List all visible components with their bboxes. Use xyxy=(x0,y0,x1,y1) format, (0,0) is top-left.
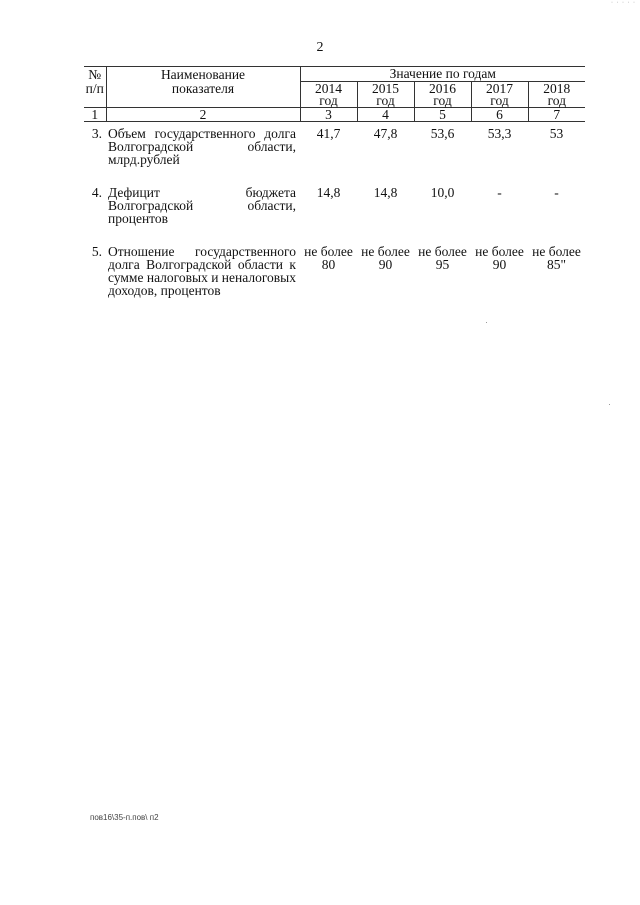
column-number: 7 xyxy=(528,108,585,122)
page-number: 2 xyxy=(316,40,324,55)
header-name-bottom: показателя xyxy=(171,81,235,96)
footer-document-code: пов16\35-п.пов\ п2 xyxy=(90,813,159,822)
header-year-value: 2017 xyxy=(486,81,513,96)
column-number: 6 xyxy=(471,108,528,122)
column-number: 1 xyxy=(84,108,106,122)
row-value-2017: - xyxy=(497,185,502,200)
scan-speck xyxy=(609,404,610,405)
row-value-2014: не более 80 xyxy=(304,244,353,272)
table-header-row-top xyxy=(84,67,585,82)
row-value-2015: 14,8 xyxy=(373,185,398,200)
indicators-table xyxy=(84,66,585,297)
scan-artifact-mark: · · · · · xyxy=(611,0,636,6)
table-row xyxy=(84,122,585,167)
scan-speck xyxy=(486,322,487,323)
row-value-2014: 14,8 xyxy=(316,185,341,200)
row-number: 3. xyxy=(91,126,102,141)
row-value-2016: не более 95 xyxy=(418,244,467,272)
header-year-unit: год xyxy=(547,93,566,108)
table-row xyxy=(84,225,585,297)
column-number: 3 xyxy=(300,108,357,122)
row-value-2017: не более 90 xyxy=(475,244,524,272)
row-value-2015: 47,8 xyxy=(373,126,398,141)
header-name-top: Наименование xyxy=(160,67,246,82)
header-year-2018 xyxy=(528,82,585,108)
row-value-2017: 53,3 xyxy=(487,126,512,141)
header-year-unit: год xyxy=(376,93,395,108)
header-year-value: 2018 xyxy=(543,81,571,96)
column-number: 5 xyxy=(414,108,471,122)
row-number: 5. xyxy=(91,244,102,259)
column-numbers-row xyxy=(84,108,585,122)
row-indicator-name: Отношение государственного долга Волгоградской области к сумме налоговых и неналоговых доходов, процентов xyxy=(108,244,296,298)
header-year-value: 2016 xyxy=(429,81,456,96)
header-num xyxy=(84,67,106,108)
column-number: 2 xyxy=(106,108,300,122)
header-name xyxy=(106,67,300,108)
header-num-top: № xyxy=(88,67,102,82)
row-value-2018: - xyxy=(554,185,559,200)
header-year-2017 xyxy=(471,82,528,108)
header-year-unit: год xyxy=(490,93,509,108)
header-year-unit: год xyxy=(319,93,338,108)
header-year-2016 xyxy=(414,82,471,108)
row-value-2016: 10,0 xyxy=(430,185,455,200)
table-row xyxy=(84,166,585,225)
row-value-2018: не более 85" xyxy=(532,244,581,272)
column-number: 4 xyxy=(357,108,414,122)
header-year-2015 xyxy=(357,82,414,108)
header-year-value: 2015 xyxy=(372,81,399,96)
row-value-2014: 41,7 xyxy=(316,126,341,141)
row-number: 4. xyxy=(91,185,102,200)
row-value-2015: не более 90 xyxy=(361,244,410,272)
row-indicator-name: Объем государственного долга Волгоградской области, млрд.рублей xyxy=(108,126,296,167)
header-year-value: 2014 xyxy=(315,81,342,96)
row-value-2016: 53,6 xyxy=(430,126,455,141)
header-year-2014 xyxy=(300,82,357,108)
header-values-group: Значение по годам xyxy=(300,67,585,82)
row-indicator-name: Дефицит бюджета Волгоградской области, процентов xyxy=(108,185,296,226)
header-num-bottom: п/п xyxy=(85,81,104,96)
header-year-unit: год xyxy=(433,93,452,108)
row-value-2018: 53 xyxy=(549,126,564,141)
